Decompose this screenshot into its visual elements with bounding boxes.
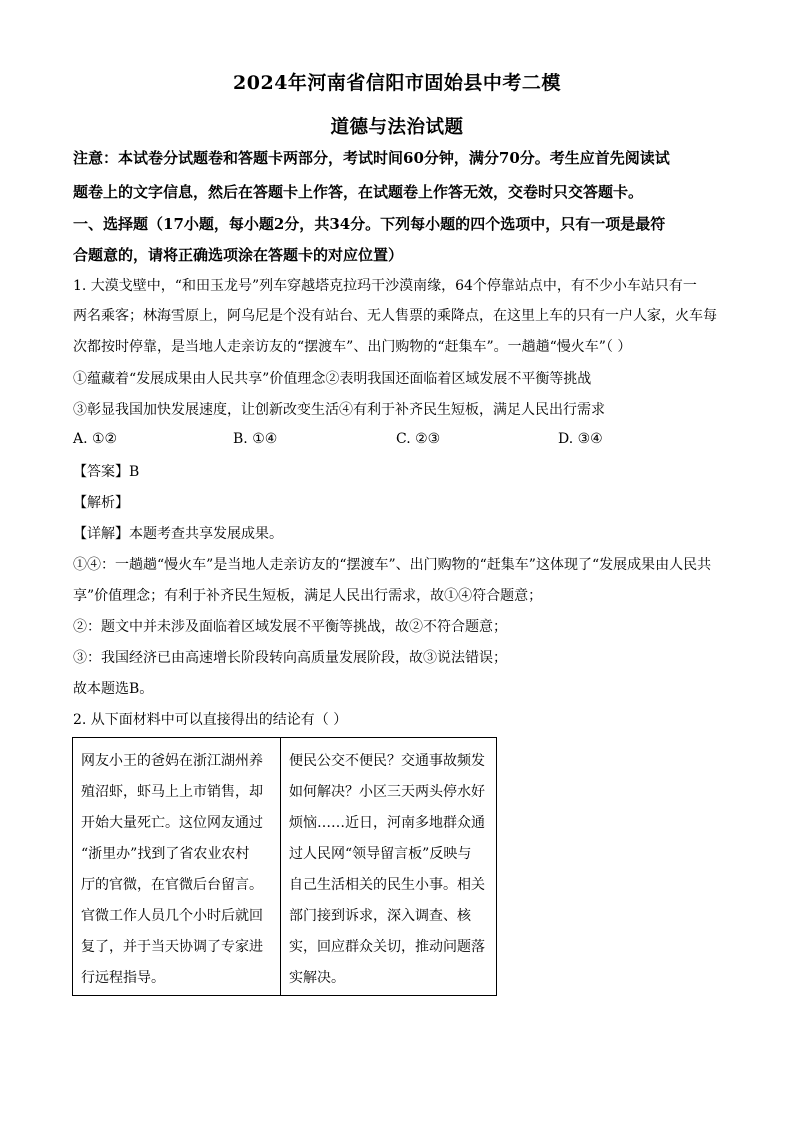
q1-stem-line-3: 次都按时停靠，是当地人走亲访友的“摆渡车”、出门购物的“赶集车”。一趟趟“慢火车”（ ） [73,339,632,355]
right-cell-line: 过人民网“领导留言板”反映与 [289,846,472,862]
left-cell-line: “浙里办”找到了省农业农村 [81,846,250,862]
notice-line-1: 注意：本试卷分试题卷和答题卡两部分，考试时间60分钟，满分70分。考生应首先阅读试 [73,149,670,167]
q1-stem-line-1: 1. 大漠戈壁中，“和田玉龙号”列车穿越塔克拉玛干沙漠南缘，64个停靠站点中，有不少小车站只有一 [73,278,697,294]
q1-explanation-1b: 享”价值理念；有利于补齐民生短板，满足人民出行需求，故①④符合题意； [73,588,543,604]
table-divider [280,738,281,995]
right-cell-line: 烦恼……近日，河南多地群众通 [289,815,485,831]
left-cell-line: 厅的官微，在官微后台留言。 [81,877,263,893]
q1-explanation-2: ②：题文中并未涉及面临着区域发展不平衡等挑战，故②不符合题意； [73,619,507,635]
q2-stem: 2. 从下面材料中可以直接得出的结论有（ ） [73,712,348,728]
left-cell-line: 网友小王的爸妈在浙江湖州养 [81,753,263,769]
left-cell-line: 官微工作人员几个小时后就回 [81,908,263,924]
left-cell-line: 开始大量死亡。这位网友通过 [81,815,263,831]
left-cell-line: 复了，并于当天协调了专家进 [81,939,263,955]
q1-option-c: C. ②③ [396,431,441,447]
section-heading-line-1: 一、选择题（17小题，每小题2分，共34分。下列每小题的四个选项中，只有一项是最符 [73,215,666,233]
q2-right-cell [289,746,494,994]
q2-material-table [72,737,497,996]
section-heading-line-2: 合题意的，请将正确选项涂在答题卡的对应位置） [73,246,404,264]
q1-option-d: D. ③④ [558,431,603,447]
right-cell-line: 自己生活相关的民生小事。相关 [289,877,485,893]
right-cell-line: 实，回应群众关切，推动问题落 [289,939,485,955]
q1-option-a: A. ①② [73,431,118,447]
q2-left-cell [81,746,276,994]
exam-subtitle: 道德与法治试题 [330,117,464,138]
q1-item-line-1: ①蕴藏着“发展成果由人民共享”价值理念②表明我国还面临着区域发展不平衡等挑战 [73,371,592,387]
left-cell-line: 殖沼虾，虾马上上市销售，却 [81,784,263,800]
q1-analysis-label: 【解析】 [73,495,129,511]
q1-explanation-3: ③：我国经济已由高速增长阶段转向高质量发展阶段，故③说法错误； [73,650,507,666]
right-cell-line: 实解决。 [289,970,345,986]
q1-conclusion: 故本题选B。 [73,681,154,697]
q1-item-line-2: ③彰显我国加快发展速度，让创新改变生活④有利于补齐民生短板，满足人民出行需求 [73,402,605,418]
right-cell-line: 便民公交不便民？交通事故频发 [289,753,485,769]
right-cell-line: 如何解决？小区三天两头停水好 [289,784,485,800]
q1-answer: 【答案】B [73,464,140,480]
q1-explanation-1a: ①④：一趟趟“慢火车”是当地人走亲访友的“摆渡车”、出门购物的“赶集车”这体现了“发展成果由人民共 [73,557,712,573]
notice-line-2: 题卷上的文字信息，然后在答题卡上作答，在试题卷上作答无效，交卷时只交答题卡。 [73,183,644,201]
exam-title: 2024年河南省信阳市固始县中考二模 [233,72,561,94]
q1-stem-line-2: 两名乘客；林海雪原上，阿乌尼是个没有站台、无人售票的乘降点，在这里上车的只有一户人家，火车每 [73,308,717,324]
right-cell-line: 部门接到诉求，深入调查、核 [289,908,471,924]
q1-detail: 【详解】本题考查共享发展成果。 [73,526,283,542]
left-cell-line: 行远程指导。 [81,970,165,986]
q1-option-b: B. ①④ [233,431,278,447]
